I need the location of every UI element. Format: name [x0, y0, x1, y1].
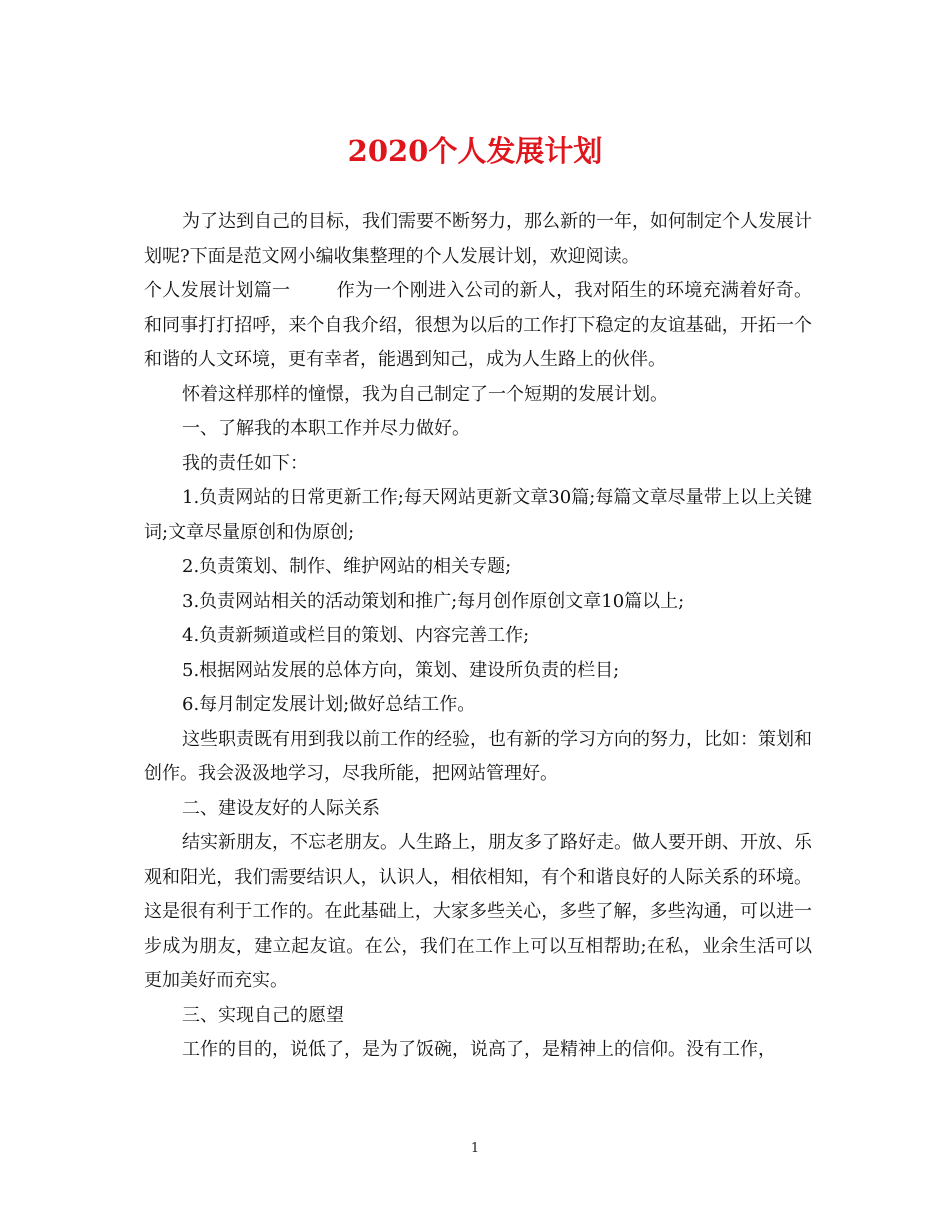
list-item: 4.负责新频道或栏目的策划、内容完善工作; [182, 625, 530, 646]
list-item: 6.每月制定发展计划;做好总结工作。 [182, 694, 476, 715]
list-item: 5.根据网站发展的总体方向，策划、建设所负责的栏目; [182, 659, 620, 681]
body-paragraph: 怀着这样那样的憧憬，我为自己制定了一个短期的发展计划。 [182, 383, 668, 405]
intro-paragraph: 为了达到自己的目标，我们需要不断努力，那么新的一年，如何制定个人发展计划呢?下面是范文网小编收集整理的个人发展计划，欢迎阅读。 [144, 211, 812, 267]
document-title: 2020个人发展计划 [347, 134, 603, 168]
list-item: 1.负责网站的日常更新工作;每天网站更新文章30篇;每篇文章尽量带上以上关键词;文章尽量原创和伪原创; [144, 487, 812, 543]
body-paragraph: 我的责任如下： [182, 452, 308, 474]
body-paragraph: 这些职责既有用到我以前工作的经验，也有新的学习方向的努力，比如：策划和创作。我会汲汲地学习，尽我所能，把网站管理好。 [144, 728, 812, 784]
document-body [144, 205, 812, 1068]
section-text: 作为一个刚进入公司的新人，我对陌生的环境充满着好奇。和同事打打招呼，来个自我介绍，很想为以后的工作打下稳定的友谊基础，开拓一个和谐的人文环境，更有幸者，能遇到知己，成为人生路上的伙伴。 [144, 280, 813, 370]
body-paragraph: 结实新朋友，不忘老朋友。人生路上，朋友多了路好走。做人要开朗、开放、乐观和阳光，我们需要结识人，认识人，相依相知，有个和谐良好的人际关系的环境。这是很有利于工作的。在此基础上，大家多些关心，多些了解，多些沟通，可以进一步成为朋友，建立起友谊。在公，我们在工作上可以互相帮助;在私，业余生活可以更加美好而充实。 [144, 832, 812, 991]
list-item: 3.负责网站相关的活动策划和推广;每月创作原创文章10篇以上; [182, 590, 685, 612]
page-number: 1 [470, 1141, 480, 1156]
list-item: 2.负责策划、制作、维护网站的相关专题; [182, 556, 512, 577]
section-paragraph [144, 274, 812, 378]
body-paragraph: 工作的目的，说低了，是为了饭碗，说高了，是精神上的信仰。没有工作， [182, 1039, 776, 1060]
subheading: 三、实现自己的愿望 [182, 1004, 344, 1026]
subheading: 一、了解我的本职工作并尽力做好。 [182, 418, 470, 439]
subheading: 二、建设友好的人际关系 [182, 797, 380, 819]
section-heading: 个人发展计划篇一 [144, 280, 291, 301]
